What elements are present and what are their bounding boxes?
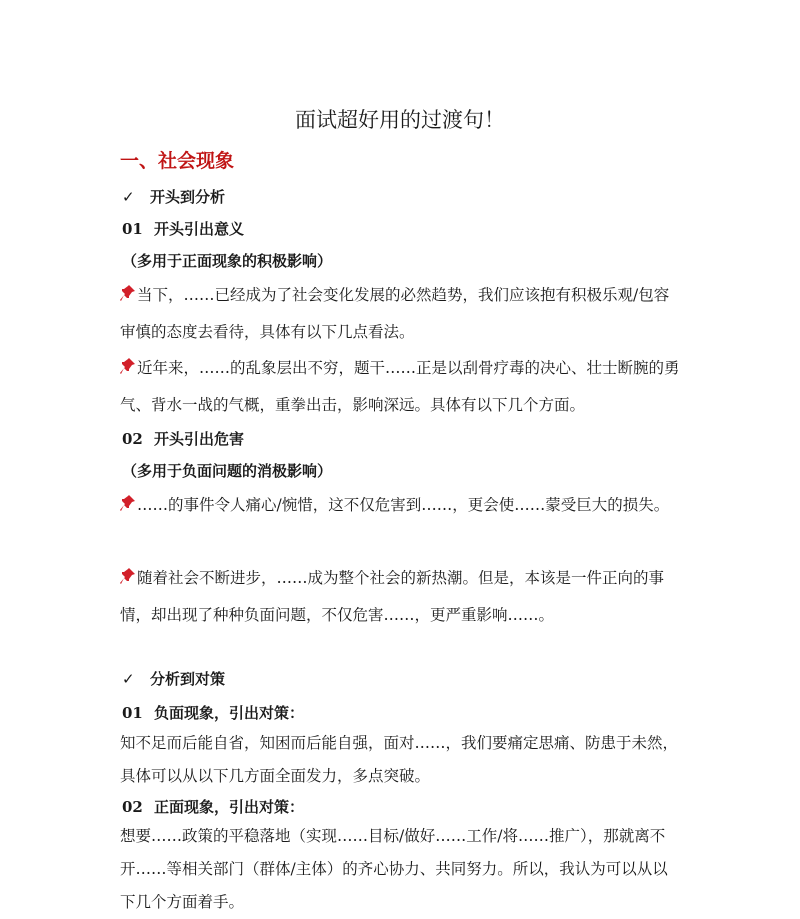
item-heading-significance <box>122 218 244 239</box>
paragraph <box>120 350 680 424</box>
item-label: 正面现象，引出对策： <box>154 798 305 816</box>
subheading-label: 开头到分析 <box>150 188 226 206</box>
subheading-analysis-to-countermeasures <box>122 668 225 689</box>
paragraph-text: ……的事件令人痛心/惋惜，这不仅危害到……，更会使……蒙受巨大的损失。 <box>137 496 670 514</box>
pushpin-icon <box>120 562 136 580</box>
section-heading-social-phenomena: 一、社会现象 <box>120 150 235 172</box>
pushpin-icon <box>120 489 136 507</box>
paragraph <box>120 560 680 634</box>
subheading-opening-to-analysis <box>122 186 225 207</box>
paragraph-text: 随着社会不断进步，……成为整个社会的新热潮。但是，本该是一件正向的事情，却出现了种种负面问题，不仅危害……，更严重影响……。 <box>120 569 665 624</box>
page-title: 面试超好用的过渡句！ <box>295 108 505 132</box>
item-heading-positive <box>122 796 304 817</box>
paragraph <box>120 277 680 351</box>
item-number: 02 <box>122 430 143 448</box>
check-mark-icon: ✓ <box>122 188 135 206</box>
paragraph-text: 当下，……已经成为了社会变化发展的必然趋势，我们应该抱有积极乐观/包容审慎的态度去看待，具体有以下几点看法。 <box>120 286 670 341</box>
item-number: 01 <box>122 220 143 238</box>
item-label: 开头引出危害 <box>154 430 245 448</box>
item-number: 02 <box>122 798 143 816</box>
item-heading-harm <box>122 428 244 449</box>
pushpin-icon <box>120 352 136 370</box>
paragraph: 知不足而后能自省，知困而后能自强，面对……，我们要痛定思痛、防患于未然，具体可以从以下几方面全面发力，多点突破。 <box>120 734 679 785</box>
subheading-label: 分析到对策 <box>150 670 226 688</box>
item-heading-negative <box>122 702 304 723</box>
check-mark-icon: ✓ <box>122 670 135 688</box>
paragraph <box>120 487 680 524</box>
pushpin-icon <box>120 279 136 297</box>
paragraph-text: 近年来，……的乱象层出不穷，题干……正是以刮骨疗毒的决心、壮士断腕的勇气、背水一战的气概，重拳出击，影响深远。具体有以下几个方面。 <box>120 359 680 414</box>
item-number: 01 <box>122 704 143 722</box>
item-label: 开头引出意义 <box>154 220 245 238</box>
paragraph: 想要……政策的平稳落地（实现……目标/做好……工作/将……推广），那就离不开……等相关部门（群体/主体）的齐心协力、共同努力。所以，我认为可以从以下几个方面着手。 <box>120 827 668 911</box>
item-label: 负面现象，引出对策： <box>154 704 305 722</box>
item-note: （多用于正面现象的积极影响） <box>122 252 333 270</box>
item-note: （多用于负面问题的消极影响） <box>122 462 333 480</box>
